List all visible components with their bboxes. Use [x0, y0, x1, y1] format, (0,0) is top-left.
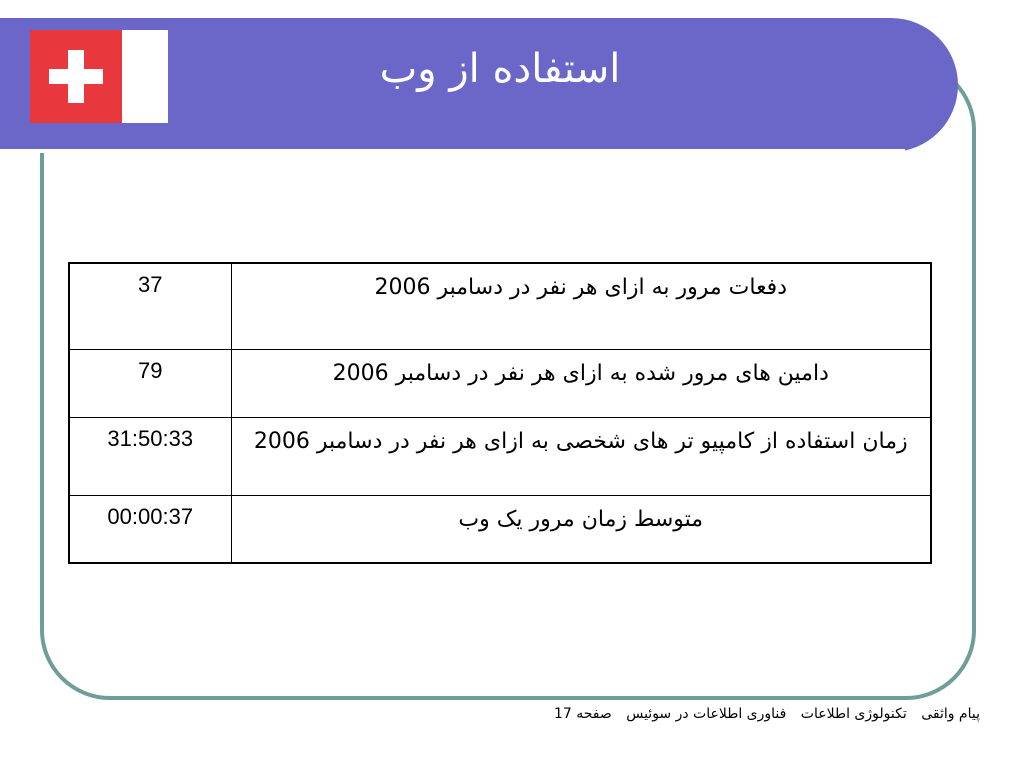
swiss-flag-icon [30, 30, 168, 123]
flag-white-field [122, 30, 168, 123]
table-row [69, 263, 931, 349]
footer-topic: فناوری اطلاعات در سوئیس [626, 706, 787, 722]
footer-author: پیام واثقی [921, 706, 980, 722]
table-cell-value: 00:00:37 [69, 495, 231, 563]
footer-course: تکنولوژی اطلاعات [800, 706, 907, 722]
flag-cross-horizontal [49, 69, 103, 84]
table-cell-value: 37 [69, 263, 231, 349]
table-row [69, 349, 931, 417]
slide-title: استفاده از وب [379, 46, 621, 92]
table-cell-description: دامین های مرور شده به ازای هر نفر در دسامبر 2006 [231, 349, 931, 417]
footer-page-number: صفحه 17 [553, 706, 612, 722]
table-cell-description: متوسط زمان مرور یک وب [231, 495, 931, 563]
table-cell-value: 31:50:33 [69, 417, 231, 495]
table-row [69, 417, 931, 495]
table-cell-value: 79 [69, 349, 231, 417]
table-row [69, 495, 931, 563]
header-divider [0, 149, 905, 153]
stats-table [68, 262, 932, 564]
slide-footer [470, 706, 980, 722]
table-cell-description: دفعات مرور به ازای هر نفر در دسامبر 2006 [231, 263, 931, 349]
table-cell-description: زمان استفاده از کامپیو تر های شخصی به ازای هر نفر در دسامبر 2006 [231, 417, 931, 495]
